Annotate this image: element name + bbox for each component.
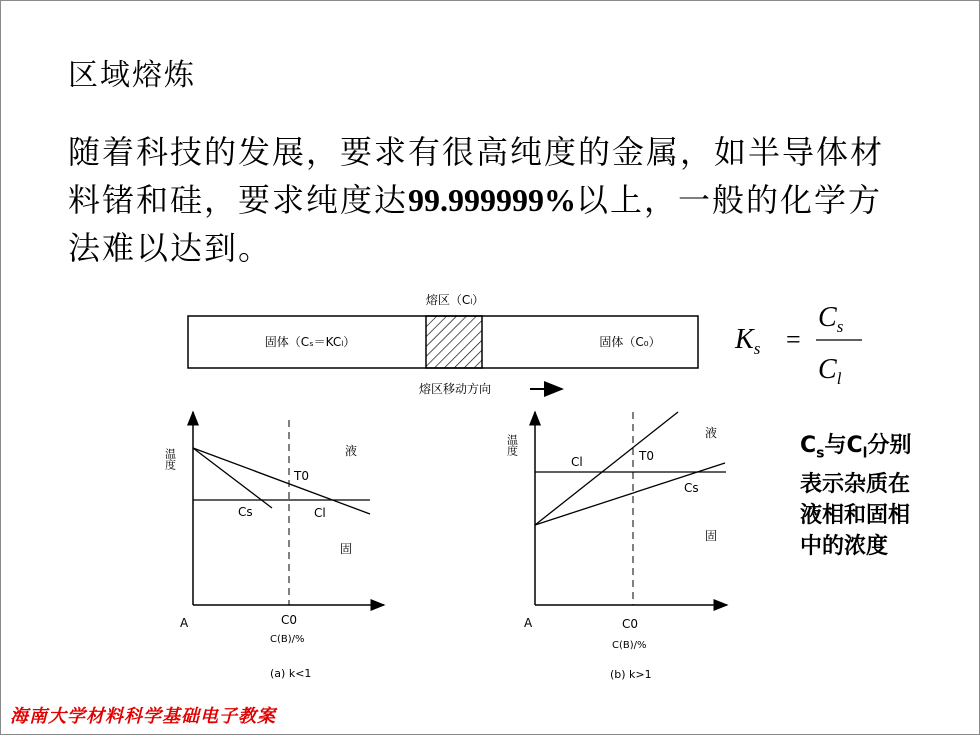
- molten-zone: [426, 316, 482, 368]
- graph-a-solid: 固: [340, 542, 353, 556]
- distribution-formula: [734, 302, 862, 388]
- footer-text: 海南大学材料科学基础电子教案: [10, 706, 276, 727]
- left-solid-label: 固体（Cₛ＝KCₗ）: [264, 335, 356, 349]
- graph-b-cl-line: [535, 412, 678, 525]
- graph-b-liquid: 液: [705, 426, 718, 440]
- right-solid-label: 固体（C₀）: [599, 335, 661, 349]
- graph-b-cl: Cl: [571, 455, 583, 469]
- formula-denominator: $C_l$: [818, 354, 842, 388]
- graph-a-origin: A: [180, 616, 189, 630]
- para-text-2: 以上，一般的化学方法难以达到。: [68, 181, 883, 267]
- graph-a-liquid: 液: [345, 444, 358, 458]
- graph-a-cs-line: [193, 448, 272, 508]
- graph-a-ylabel: 温度: [163, 448, 177, 470]
- purity-number: 99.999999%: [408, 182, 577, 218]
- graph-b-labels: [506, 425, 718, 681]
- graph-a-t0: T0: [294, 469, 309, 483]
- graph-b-solid: 固: [705, 529, 718, 543]
- graph-a-caption: (a) k<1: [270, 667, 312, 680]
- graph-a-xlabel: C(B)/%: [270, 634, 305, 645]
- graph-b-xlabel: C(B)/%: [612, 640, 647, 651]
- slide-title: 区域熔炼: [68, 58, 196, 93]
- graph-b-caption: (b) k>1: [610, 668, 652, 681]
- para-text-1: 随着科技的发展，要求有很高纯度的金属，如半导体材料锗和硅，要求纯度达: [68, 133, 885, 219]
- graph-a: [193, 412, 384, 605]
- graph-b-ylabel: 温度: [505, 434, 519, 456]
- graph-a-cl: Cl: [314, 506, 326, 520]
- graph-a-cs: Cs: [238, 505, 253, 519]
- formula-equals: =: [786, 325, 801, 354]
- graph-b: [535, 412, 727, 605]
- zone-label: 熔区（Cₗ）: [425, 293, 485, 307]
- formula-lhs: $K_s$: [735, 324, 761, 358]
- direction-label: 熔区移动方向: [418, 382, 492, 396]
- graph-a-c0: C0: [281, 613, 298, 627]
- graph-b-cs: Cs: [684, 481, 699, 495]
- graph-a-cl-line: [193, 448, 370, 514]
- formula-numerator: $C_s$: [818, 302, 844, 336]
- graph-b-origin: A: [524, 616, 533, 630]
- graph-b-t0: T0: [639, 449, 654, 463]
- concentration-note: $C_s$与$C_l$分别表示杂质在液相和固相中的浓度: [800, 433, 912, 560]
- graph-b-c0: C0: [622, 617, 639, 631]
